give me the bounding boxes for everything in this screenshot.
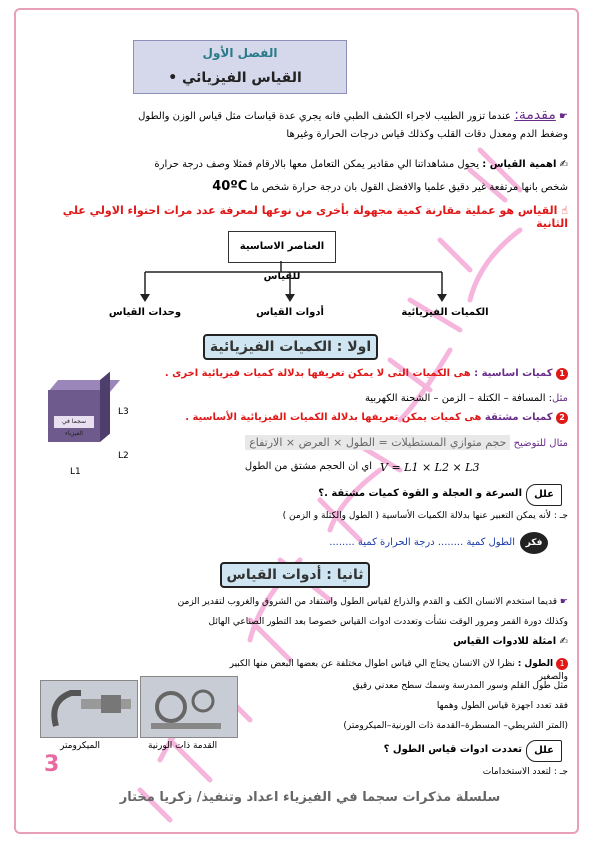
chapter-label: الفصل الأول xyxy=(202,46,278,60)
tree-leaf-tools: أدوات القياس xyxy=(256,307,324,318)
formula-words: حجم متوازي المستطيلات = الطول × العرض × الارتفاع xyxy=(245,435,510,450)
basic-text: هى الكميات التى لا يمكن تعريفها بدلالة كميات فيزيائية اخرى . xyxy=(164,368,471,379)
basic-example-line: مثل: المسافة – الكتلة – الزمن – الشحنة الكهربية xyxy=(364,393,568,404)
examples-heading xyxy=(300,636,568,647)
caption-vernier: القدمة ذات الورنية xyxy=(148,741,218,751)
basic-num: 1 xyxy=(556,368,568,380)
intro-heading: مقدمة: xyxy=(514,107,556,123)
length-text-3: فقد تعدد اجهزة قياس الطول وهمها xyxy=(436,701,568,711)
derived-label: كميات مشتقة xyxy=(484,412,553,423)
length-text-1: نظرا لان الانسان يحتاج الي قياس اطوال مختلفة عن بعضها البعض منها الكبير والصغير xyxy=(229,659,568,682)
length-num: 1 xyxy=(556,658,568,670)
formula-symbols: V = L1 × L2 × L3 xyxy=(380,461,480,474)
tree-leaf-quantities: الكميات الفيزيائية xyxy=(401,307,489,318)
why2-question: تعددت ادوات قياس الطول ؟ xyxy=(383,744,522,755)
vernier-image xyxy=(140,676,238,738)
derived-quantities-line xyxy=(140,412,568,424)
basic-label: كميات اساسية : xyxy=(474,368,553,379)
hand-icon: ✍ xyxy=(559,159,568,170)
lesson-title-text: القياس الفيزيائي xyxy=(182,70,302,86)
tree-root: العناصر الاساسية للقياس xyxy=(228,231,336,263)
why2-answer: جـ : لتعدد الاستخدامات xyxy=(482,767,568,777)
caption-micrometer: الميكرومتر xyxy=(60,741,100,751)
footer-text: سلسلة مذكرات سجما في الفيزياء اعداد وتنفيذ/ زكريا مختار xyxy=(119,790,501,805)
intro-text-1: عندما تزور الطبيب لاجراء الكشف الطبي فانه يجري عدة قياسات مثل قياس الوزن والطول xyxy=(138,111,511,122)
think-bubble: فكر xyxy=(520,532,548,554)
examples-heading-text: امثلة للادوات القياس xyxy=(453,636,557,647)
intro-text-2: وضغط الدم ومعدل دقات القلب وكذلك قياس درجات الحرارة وغيرها xyxy=(286,129,568,140)
length-text-4: (المتر الشريطي– المسطرة–القدمة ذات الورنية–الميكرومتر) xyxy=(343,721,568,731)
importance-heading: اهمية القياس : xyxy=(482,159,557,170)
section2-text-1 xyxy=(28,596,568,609)
importance-text-2: شخص بانها مرتفعة غير دقيق علميا والافضل القول بان درجة حرارة شخص ما xyxy=(250,182,568,193)
page-number: 3 xyxy=(44,752,60,777)
why1-answer: جـ : لأنه يمكن التعبير عنها بدلالة الكميات الأساسية ( الطول والكتلة و الزمن ) xyxy=(282,511,568,521)
example-label: مثال للتوضيح xyxy=(513,438,568,449)
pointer-icon: ☛ xyxy=(559,111,568,122)
basic-quantities-line xyxy=(130,368,568,380)
hand-icon-2: ✍ xyxy=(559,636,568,647)
derived-text: هى كميات يمكن تعريفها بدلالة الكميات الفيزيائية الأساسية . xyxy=(185,412,482,423)
temperature-value: 40ºC xyxy=(212,179,248,194)
dim-l2: L2 xyxy=(118,451,129,461)
length-text-2: مثل طول القلم وسور المدرسة وسمك سطح معدني رقيق xyxy=(352,681,568,691)
definition-text: القياس هو عملية مقارنة كمية مجهولة بأخرى من نوعها لمعرفة عدد مرات احتواء الاولي علي الثانية xyxy=(62,204,568,230)
dim-l1: L1 xyxy=(70,467,81,477)
length-label: الطول : xyxy=(517,659,554,669)
formula-note: اي ان الحجم مشتق من الطول xyxy=(244,461,372,472)
formula-line xyxy=(188,436,568,451)
why1-tag: علل xyxy=(526,484,562,506)
why1-question: السرعة و العجلة و القوة كميات مشتقة .؟ xyxy=(318,488,522,499)
section2-banner: ثانيا : أدوات القياس xyxy=(220,562,370,588)
micrometer-drawing xyxy=(41,681,137,737)
think-text: الطول كمية ........ درجة الحرارة كمية ........ xyxy=(329,537,515,548)
importance-text-1: يحول مشاهداتنا الي مقادير يمكن التعامل معها بالارقام فمثلا وصف درجة حرارة xyxy=(154,159,480,170)
pointer-icon-2: ☛ xyxy=(559,597,568,607)
why2-tag: علل xyxy=(526,740,562,762)
lesson-title: القياس الفيزيائي • xyxy=(168,70,302,86)
basic-example-label: مثل xyxy=(552,393,568,404)
basic-example: المسافة – الكتلة – الزمن – الشحنة الكهربية xyxy=(364,393,546,404)
section2-text-1-body: قديما استخدم الانسان الكف و القدم والذراع لقياس الطول واستفاد من الشروق والغروب لتقدير الزمن xyxy=(177,597,558,607)
micrometer-image xyxy=(40,680,138,738)
section1-banner: اولا : الكميات الفيزيائية xyxy=(203,334,378,360)
dim-l3: L3 xyxy=(118,407,129,417)
derived-num: 2 xyxy=(556,412,568,424)
cube-side-face xyxy=(100,372,110,442)
tree-leaf-units: وحدات القياس xyxy=(108,307,182,318)
section2-text-2: وكذلك دورة القمر ومرور الوقت نشأت وتعددت ادوات القياس خصوصا بعد التطور الصناعي الهائل xyxy=(208,617,568,627)
cube-label: سجما في الفيزياء xyxy=(54,416,94,428)
vernier-drawing xyxy=(141,677,237,737)
hand-point-icon: ☝ xyxy=(561,204,568,217)
